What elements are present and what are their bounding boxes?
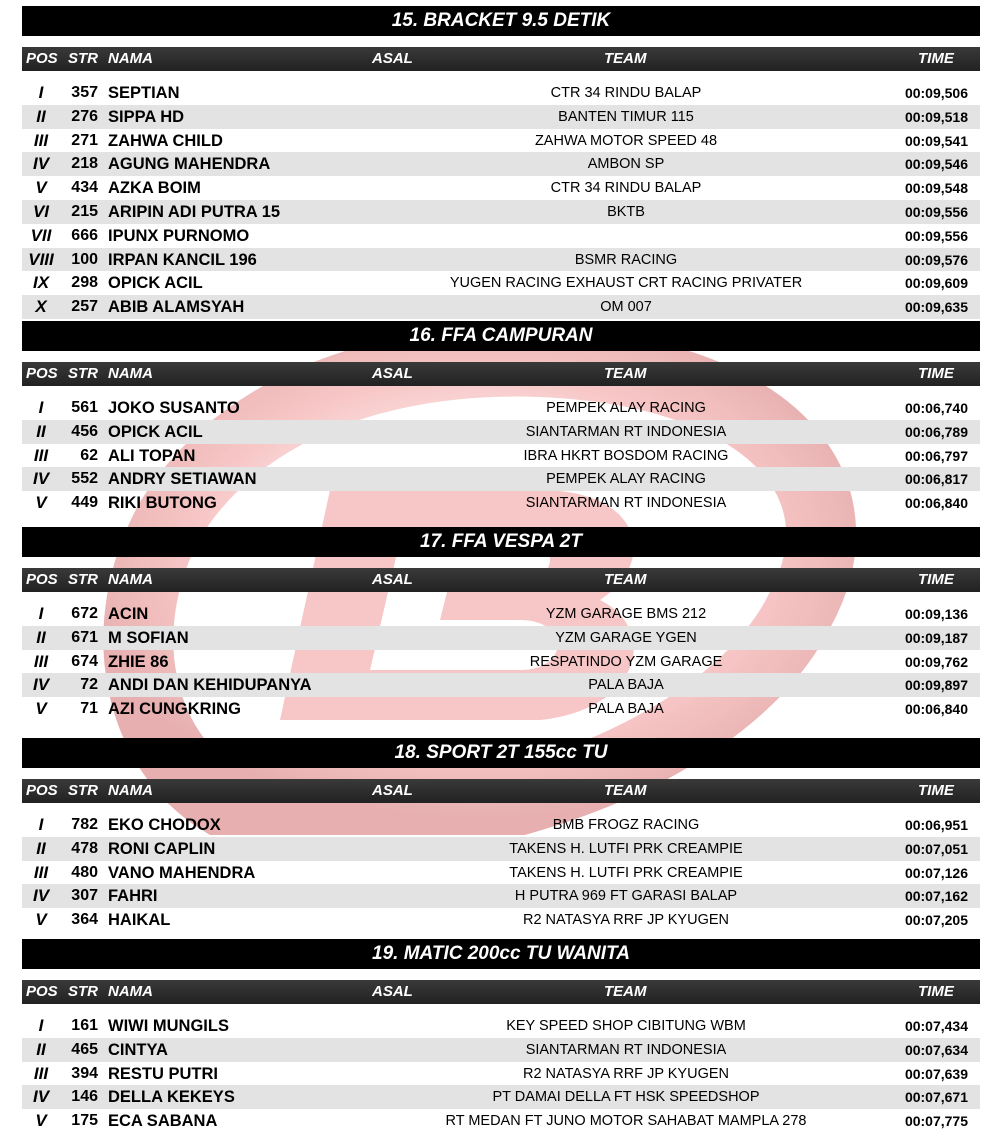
- time-cell: 00:09,136: [904, 606, 968, 622]
- column-header: [22, 568, 980, 592]
- start-number-cell: 276: [71, 107, 98, 125]
- rider-name-cell: AZI CUNGKRING: [108, 700, 241, 719]
- position-cell: I: [38, 1016, 44, 1035]
- rider-name-cell: IPUNX PURNOMO: [108, 226, 250, 245]
- header-pos: POS: [26, 782, 58, 799]
- time-cell: 00:09,556: [904, 203, 968, 220]
- time-cell: 00:07,205: [904, 912, 968, 929]
- rider-name-cell: VANO MAHENDRA: [108, 863, 256, 882]
- rider-name-cell: AGUNG MAHENDRA: [108, 155, 271, 174]
- team-cell: AMBON SP: [587, 156, 665, 173]
- position-cell: II: [36, 627, 46, 647]
- position-cell: V: [35, 910, 47, 930]
- start-number-cell: 307: [71, 887, 98, 905]
- rider-name-cell: OPICK ACIL: [108, 422, 203, 441]
- header-pos: POS: [26, 365, 58, 382]
- start-number-cell: 456: [71, 422, 98, 440]
- table-row: [22, 697, 980, 721]
- team-cell: SIANTARMAN RT INDONESIA: [525, 423, 727, 440]
- team-cell: PALA BAJA: [588, 677, 664, 694]
- results-list: [22, 396, 980, 515]
- time-cell: 00:06,840: [904, 495, 968, 512]
- start-number-cell: 364: [71, 911, 98, 929]
- start-number-cell: 175: [71, 1112, 98, 1130]
- header-str: STR: [68, 571, 98, 588]
- position-cell: IX: [32, 273, 50, 293]
- team-cell: R2 NATASYA RRF JP KYUGEN: [522, 912, 729, 929]
- position-cell: IV: [32, 886, 50, 906]
- rider-name-cell: RIKI BUTONG: [108, 494, 217, 513]
- header-team: TEAM: [604, 365, 647, 382]
- position-cell: X: [35, 297, 47, 317]
- position-cell: I: [38, 398, 44, 417]
- results-list: [22, 813, 980, 932]
- table-row: [22, 1038, 980, 1062]
- header-nama: NAMA: [108, 782, 153, 799]
- time-cell: 00:09,506: [904, 85, 968, 101]
- header-time: TIME: [918, 983, 954, 1000]
- position-cell: VII: [30, 225, 52, 245]
- table-row: [22, 1085, 980, 1109]
- start-number-cell: 161: [71, 1017, 98, 1034]
- rider-name-cell: WIWI MUNGILS: [108, 1017, 229, 1035]
- team-cell: R2 NATASYA RRF JP KYUGEN: [522, 1065, 729, 1082]
- table-row: [22, 1014, 980, 1038]
- time-cell: 00:07,775: [904, 1113, 968, 1130]
- time-cell: 00:07,162: [904, 888, 968, 905]
- team-cell: RESPATINDO YZM GARAGE: [529, 653, 723, 670]
- header-time: TIME: [918, 571, 954, 588]
- position-cell: I: [38, 604, 44, 623]
- table-row: [22, 650, 980, 674]
- table-row: [22, 152, 980, 176]
- team-cell: OM 007: [600, 299, 652, 316]
- team-cell: TAKENS H. LUTFI PRK CREAMPIE: [509, 864, 743, 881]
- time-cell: 00:09,518: [904, 108, 968, 125]
- start-number-cell: 298: [71, 274, 98, 292]
- results-list: [22, 1014, 980, 1133]
- team-cell: KEY SPEED SHOP CIBITUNG WBM: [506, 1018, 746, 1034]
- start-number-cell: 62: [80, 446, 98, 464]
- table-row: [22, 105, 980, 129]
- time-cell: 00:07,639: [904, 1065, 968, 1082]
- start-number-cell: 552: [71, 470, 98, 488]
- time-cell: 00:07,126: [904, 864, 968, 881]
- table-row: [22, 884, 980, 908]
- table-row: [22, 861, 980, 885]
- table-row: [22, 200, 980, 224]
- rider-name-cell: ANDRY SETIAWAN: [108, 470, 257, 489]
- time-cell: 00:06,817: [904, 471, 968, 488]
- header-time: TIME: [918, 365, 954, 382]
- start-number-cell: 478: [71, 839, 98, 857]
- start-number-cell: 357: [71, 84, 98, 101]
- header-asal: ASAL: [372, 983, 413, 1000]
- table-row: [22, 81, 980, 105]
- start-number-cell: 666: [71, 226, 98, 244]
- team-cell: BANTEN TIMUR 115: [558, 108, 694, 125]
- header-str: STR: [68, 983, 98, 1000]
- position-cell: II: [36, 106, 46, 126]
- rider-name-cell: RESTU PUTRI: [108, 1064, 219, 1083]
- time-cell: 00:06,789: [904, 423, 968, 440]
- header-str: STR: [68, 365, 98, 382]
- header-team: TEAM: [604, 782, 647, 799]
- team-cell: BMB FROGZ RACING: [552, 817, 700, 833]
- results-list: [22, 602, 980, 721]
- header-asal: ASAL: [372, 365, 413, 382]
- position-cell: IV: [32, 154, 50, 174]
- section-title: 18. SPORT 2T 155cc TU: [22, 738, 980, 768]
- team-cell: CTR 34 RINDU BALAP: [550, 85, 702, 101]
- table-row: [22, 908, 980, 932]
- header-team: TEAM: [604, 50, 647, 67]
- position-cell: III: [33, 1063, 49, 1083]
- rider-name-cell: ZHIE 86: [108, 652, 169, 671]
- time-cell: 00:06,840: [904, 701, 968, 718]
- start-number-cell: 100: [71, 250, 98, 268]
- team-cell: PEMPEK ALAY RACING: [546, 400, 706, 416]
- time-cell: 00:06,740: [904, 400, 968, 416]
- position-cell: V: [35, 178, 47, 198]
- start-number-cell: 218: [71, 155, 98, 173]
- table-row: [22, 295, 980, 319]
- start-number-cell: 257: [71, 298, 98, 316]
- team-cell: IBRA HKRT BOSDOM RACING: [523, 447, 729, 464]
- table-row: [22, 224, 980, 248]
- time-cell: 00:06,797: [904, 447, 968, 464]
- start-number-cell: 449: [71, 494, 98, 512]
- column-header: [22, 47, 980, 71]
- rider-name-cell: HAIKAL: [108, 911, 171, 930]
- start-number-cell: 146: [71, 1088, 98, 1106]
- team-cell: YUGEN RACING EXHAUST CRT RACING PRIVATER: [449, 275, 803, 292]
- table-row: [22, 467, 980, 491]
- section-16: [22, 321, 980, 515]
- table-row: [22, 673, 980, 697]
- position-cell: III: [33, 862, 49, 882]
- time-cell: 00:09,556: [904, 227, 968, 244]
- rider-name-cell: SIPPA HD: [108, 107, 185, 126]
- start-number-cell: 782: [71, 816, 98, 833]
- start-number-cell: 672: [71, 605, 98, 622]
- table-row: [22, 602, 980, 626]
- table-row: [22, 396, 980, 420]
- team-cell: BKTB: [607, 203, 645, 220]
- header-nama: NAMA: [108, 365, 153, 382]
- rider-name-cell: SEPTIAN: [108, 84, 180, 102]
- table-row: [22, 1062, 980, 1086]
- rider-name-cell: ACIN: [108, 605, 149, 623]
- header-asal: ASAL: [372, 50, 413, 67]
- header-asal: ASAL: [372, 571, 413, 588]
- position-cell: I: [38, 83, 44, 102]
- table-row: [22, 420, 980, 444]
- results-list: [22, 81, 980, 319]
- team-cell: ZAHWA MOTOR SPEED 48: [534, 132, 718, 149]
- table-row: [22, 271, 980, 295]
- position-cell: VIII: [28, 249, 54, 269]
- header-time: TIME: [918, 782, 954, 799]
- time-cell: 00:09,576: [904, 251, 968, 268]
- table-row: [22, 837, 980, 861]
- header-nama: NAMA: [108, 983, 153, 1000]
- team-cell: CTR 34 RINDU BALAP: [550, 180, 702, 197]
- position-cell: IV: [32, 469, 50, 489]
- header-str: STR: [68, 782, 98, 799]
- team-cell: RT MEDAN FT JUNO MOTOR SAHABAT MAMPLA 278: [445, 1113, 807, 1130]
- position-cell: IV: [32, 1087, 50, 1107]
- start-number-cell: 671: [71, 628, 98, 646]
- start-number-cell: 480: [71, 863, 98, 881]
- section-title: 15. BRACKET 9.5 DETIK: [22, 6, 980, 36]
- position-cell: III: [33, 651, 49, 671]
- start-number-cell: 71: [80, 700, 98, 718]
- team-cell: PT DAMAI DELLA FT HSK SPEEDSHOP: [492, 1089, 760, 1106]
- table-row: [22, 444, 980, 468]
- table-row: [22, 176, 980, 200]
- time-cell: 00:09,635: [904, 299, 968, 316]
- header-str: STR: [68, 50, 98, 67]
- section-title: 16. FFA CAMPURAN: [22, 321, 980, 351]
- team-cell: YZM GARAGE BMS 212: [545, 606, 707, 622]
- start-number-cell: 215: [71, 202, 98, 220]
- section-19: [22, 939, 980, 1133]
- rider-name-cell: DELLA KEKEYS: [108, 1088, 235, 1107]
- header-pos: POS: [26, 50, 58, 67]
- team-cell: BSMR RACING: [574, 251, 678, 268]
- position-cell: I: [38, 815, 44, 834]
- time-cell: 00:09,546: [904, 156, 968, 173]
- header-nama: NAMA: [108, 50, 153, 67]
- table-row: [22, 1109, 980, 1133]
- rider-name-cell: ABIB ALAMSYAH: [108, 298, 245, 317]
- team-cell: YZM GARAGE YGEN: [555, 629, 697, 646]
- rider-name-cell: ANDI DAN KEHIDUPANYA: [108, 676, 312, 695]
- start-number-cell: 465: [71, 1040, 98, 1058]
- start-number-cell: 674: [71, 652, 98, 670]
- position-cell: III: [33, 130, 49, 150]
- position-cell: II: [36, 1039, 46, 1059]
- header-asal: ASAL: [372, 782, 413, 799]
- rider-name-cell: AZKA BOIM: [108, 179, 201, 198]
- header-nama: NAMA: [108, 571, 153, 588]
- column-header: [22, 362, 980, 386]
- time-cell: 00:07,051: [904, 840, 968, 857]
- start-number-cell: 271: [71, 131, 98, 149]
- table-row: [22, 626, 980, 650]
- position-cell: II: [36, 838, 46, 858]
- rider-name-cell: M SOFIAN: [108, 628, 189, 647]
- time-cell: 00:09,548: [904, 180, 968, 197]
- section-15: [22, 6, 980, 319]
- header-pos: POS: [26, 983, 58, 1000]
- time-cell: 00:09,187: [904, 629, 968, 646]
- rider-name-cell: ZAHWA CHILD: [108, 131, 223, 150]
- header-pos: POS: [26, 571, 58, 588]
- rider-name-cell: EKO CHODOX: [108, 816, 221, 834]
- section-title: 19. MATIC 200cc TU WANITA: [22, 939, 980, 969]
- rider-name-cell: FAHRI: [108, 887, 158, 906]
- time-cell: 00:06,951: [904, 817, 968, 833]
- header-team: TEAM: [604, 571, 647, 588]
- position-cell: V: [35, 699, 47, 719]
- section-title: 17. FFA VESPA 2T: [22, 527, 980, 557]
- column-header: [22, 980, 980, 1004]
- team-cell: TAKENS H. LUTFI PRK CREAMPIE: [509, 840, 743, 857]
- header-team: TEAM: [604, 983, 647, 1000]
- position-cell: V: [35, 1111, 47, 1131]
- rider-name-cell: CINTYA: [108, 1040, 168, 1059]
- team-cell: H PUTRA 969 FT GARASI BALAP: [514, 888, 738, 905]
- team-cell: PEMPEK ALAY RACING: [546, 471, 706, 488]
- table-row: [22, 813, 980, 837]
- table-row: [22, 491, 980, 515]
- column-header: [22, 779, 980, 803]
- position-cell: IV: [32, 675, 50, 695]
- start-number-cell: 72: [80, 676, 98, 694]
- team-cell: SIANTARMAN RT INDONESIA: [525, 1041, 727, 1058]
- team-cell: SIANTARMAN RT INDONESIA: [525, 495, 727, 512]
- position-cell: II: [36, 421, 46, 441]
- rider-name-cell: IRPAN KANCIL 196: [108, 250, 257, 269]
- team-cell: PALA BAJA: [588, 701, 664, 718]
- rider-name-cell: OPICK ACIL: [108, 274, 203, 293]
- position-cell: V: [35, 493, 47, 513]
- time-cell: 00:07,634: [904, 1041, 968, 1058]
- rider-name-cell: ALI TOPAN: [108, 446, 196, 465]
- section-18: [22, 738, 980, 932]
- table-row: [22, 248, 980, 272]
- start-number-cell: 434: [71, 179, 98, 197]
- rider-name-cell: RONI CAPLIN: [108, 839, 216, 858]
- time-cell: 00:09,541: [904, 132, 968, 149]
- start-number-cell: 561: [71, 399, 98, 416]
- rider-name-cell: JOKO SUSANTO: [108, 399, 240, 417]
- header-time: TIME: [918, 50, 954, 67]
- position-cell: VI: [32, 201, 50, 221]
- table-row: [22, 129, 980, 153]
- start-number-cell: 394: [71, 1064, 98, 1082]
- rider-name-cell: ECA SABANA: [108, 1112, 218, 1131]
- time-cell: 00:09,609: [904, 275, 968, 292]
- rider-name-cell: ARIPIN ADI PUTRA 15: [108, 202, 281, 221]
- time-cell: 00:07,434: [904, 1018, 968, 1034]
- time-cell: 00:07,671: [904, 1089, 968, 1106]
- time-cell: 00:09,762: [904, 653, 968, 670]
- time-cell: 00:09,897: [904, 677, 968, 694]
- section-17: [22, 527, 980, 721]
- position-cell: III: [33, 445, 49, 465]
